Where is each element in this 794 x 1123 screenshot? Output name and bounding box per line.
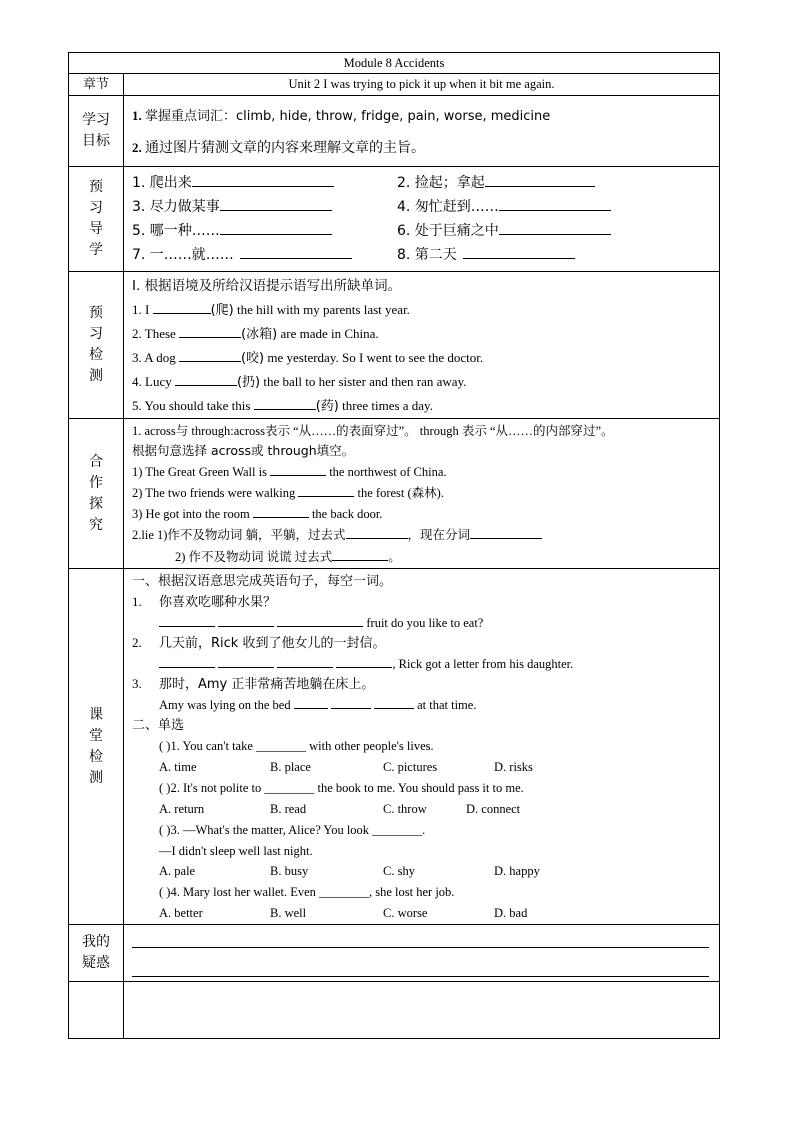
question-chinese: 几天前，Rick 收到了他女儿的一封信。	[159, 636, 386, 651]
answer-blank[interactable]	[253, 503, 309, 518]
question-text: the hill with my parents last year.	[233, 302, 410, 317]
preview-guide-content	[124, 167, 720, 272]
mc-option[interactable]: D. connect	[466, 802, 521, 816]
mc-stem: ( )1. You can't take ________ with other people's lives.	[159, 739, 434, 753]
lie-question	[132, 546, 719, 568]
cooperation-content	[124, 419, 720, 569]
fill-question	[132, 482, 719, 503]
preview-check-instruction: Ⅰ. 根据语境及所给汉语提示语写出所缺单词。	[132, 278, 402, 294]
objective-number: 1.	[132, 108, 142, 123]
doubts-label-cell	[69, 925, 124, 982]
class-check-label-char: 检	[89, 748, 103, 765]
question-text: 1. I	[132, 302, 153, 317]
class-check-label-char: 堂	[89, 727, 103, 744]
mc-option[interactable]: A. return	[159, 802, 205, 816]
question-hint: (扔)	[236, 375, 261, 390]
lie-question	[132, 524, 719, 546]
mc-option[interactable]: B. place	[270, 760, 311, 774]
preview-check-label-char: 检	[89, 347, 103, 363]
question-text: ，现在分词	[407, 528, 471, 542]
question-text: 4. Lucy	[132, 374, 175, 389]
question-number: 2.	[132, 635, 142, 650]
mc-option[interactable]: B. well	[270, 906, 307, 920]
across-through-instruction: 根据句意选择 across或 through填空。	[132, 443, 355, 458]
question-text: 3. A dog	[132, 350, 179, 365]
translation-question	[132, 592, 719, 612]
doubts-content[interactable]	[124, 925, 720, 982]
preview-check-label-char: 习	[89, 326, 103, 342]
answer-blank[interactable]	[220, 220, 332, 235]
answer-blank[interactable]	[294, 694, 328, 709]
multiple-choice-list	[132, 736, 719, 924]
answer-blank[interactable]	[463, 244, 575, 259]
question-hint: (冰箱)	[241, 327, 278, 342]
answer-blank[interactable]	[240, 244, 352, 259]
empty-content-cell[interactable]	[124, 982, 720, 1039]
mc-dialogue: —I didn't sleep well last night.	[159, 844, 313, 858]
fill-question	[132, 322, 719, 346]
question-text: the forest (森林).	[354, 486, 444, 500]
fill-question	[132, 370, 719, 394]
question-text: at that time.	[413, 698, 477, 712]
unit-title: Unit 2 I was trying to pick it up when it bit me again.	[288, 77, 555, 91]
doubts-label-line: 我的	[82, 934, 110, 950]
question-text: the back door.	[308, 507, 383, 521]
question-text: fruit do you like to eat?	[363, 616, 484, 630]
vocab-prompt: 4. 匆忙赶到……	[397, 199, 499, 215]
objectives-label-line: 学习	[82, 112, 110, 128]
question-text: the ball to her sister and then ran away.	[260, 374, 467, 389]
class-check-label-char: 课	[89, 706, 103, 723]
question-text: three times a day.	[338, 398, 433, 413]
question-number: 1.	[132, 594, 142, 609]
question-hint: (咬)	[240, 351, 265, 366]
answer-blank[interactable]	[346, 524, 408, 539]
objectives-label-cell	[69, 96, 124, 167]
cooperation-label-cell	[69, 419, 124, 569]
fill-question	[132, 298, 719, 322]
answer-blank[interactable]	[499, 196, 611, 211]
answer-blank[interactable]	[336, 653, 392, 668]
mc-stem: ( )4. Mary lost her wallet. Even ________, she lost her job.	[159, 885, 455, 899]
question-text: , Rick got a letter from his daughter.	[392, 657, 574, 671]
answer-blank[interactable]	[220, 196, 332, 211]
mc-options	[159, 861, 719, 882]
mc-option[interactable]: A. better	[159, 906, 203, 920]
translation-answer-line	[132, 694, 719, 715]
vocab-prompt: 5. 哪一种……	[132, 223, 220, 239]
answer-blank[interactable]	[218, 612, 274, 627]
answer-blank[interactable]	[332, 546, 388, 561]
mc-stem: ( )2. It's not polite to ________ the book to me. You should pass it to me.	[159, 781, 524, 795]
class-check-content	[124, 569, 720, 925]
mc-option[interactable]: D. happy	[494, 864, 540, 878]
question-text: 1) The Great Green Wall is	[132, 465, 271, 479]
mc-options	[159, 799, 719, 820]
vocab-prompt: 3. 尽力做某事	[132, 199, 220, 215]
answer-blank[interactable]	[159, 653, 215, 668]
answer-blank[interactable]	[374, 694, 414, 709]
mc-option[interactable]: D. risks	[494, 760, 533, 774]
module-title: Module 8 Accidents	[343, 55, 445, 70]
section-label: 章节	[82, 76, 109, 92]
objectives-content	[124, 96, 720, 167]
answer-blank[interactable]	[298, 482, 354, 497]
preview-check-label-cell	[69, 272, 124, 419]
answer-blank[interactable]	[254, 395, 316, 410]
answer-blank[interactable]	[153, 299, 211, 314]
writing-line[interactable]	[132, 948, 709, 977]
question-text: the northwest of China.	[326, 465, 447, 479]
question-chinese: 你喜欢吃哪种水果？	[159, 595, 277, 610]
vocab-prompt: 8. 第二天	[397, 247, 457, 263]
question-hint: (药)	[315, 399, 339, 414]
question-text: 3) He got into the room	[132, 507, 253, 521]
answer-blank[interactable]	[179, 347, 241, 362]
answer-blank[interactable]	[470, 524, 542, 539]
answer-blank[interactable]	[277, 653, 333, 668]
mc-option[interactable]: A. pale	[159, 864, 196, 878]
vocab-prompt: 7. 一……就……	[132, 247, 234, 263]
fill-question	[132, 461, 719, 482]
mc-option[interactable]: D. bad	[494, 906, 528, 920]
part2-title: 二、单选	[132, 718, 185, 733]
class-check-label-cell	[69, 569, 124, 925]
mc-options	[159, 903, 719, 924]
objective-number: 2.	[132, 140, 142, 155]
part1-title: 一、根据汉语意思完成英语句子，每空一词。	[132, 574, 393, 589]
preview-guide-label-cell	[69, 167, 124, 272]
fill-question	[132, 346, 719, 370]
vocab-prompt: 1. 爬出来	[132, 175, 192, 191]
cooperation-label-char: 作	[89, 474, 103, 491]
translation-question	[132, 674, 719, 694]
mc-stem: ( )3. —What's the matter, Alice? You look ________.	[159, 823, 426, 837]
cooperation-label-char: 究	[89, 516, 103, 533]
answer-blank[interactable]	[270, 461, 326, 476]
translation-answer-line	[132, 653, 719, 674]
answer-blank[interactable]	[179, 323, 241, 338]
mc-option[interactable]: C. shy	[383, 864, 415, 878]
question-text: are made in China.	[277, 326, 379, 341]
question-text: 2. These	[132, 326, 180, 341]
vocab-prompt: 2. 捡起；拿起	[397, 175, 485, 191]
preview-check-label-char: 测	[89, 368, 103, 384]
preview-check-content	[124, 272, 720, 419]
mc-option[interactable]: C. pictures	[383, 760, 438, 774]
mc-option[interactable]: B. busy	[270, 864, 309, 878]
writing-line[interactable]	[132, 925, 709, 948]
preview-guide-label-char: 导	[89, 221, 103, 237]
question-text: 5. You should take this	[132, 398, 254, 413]
doubts-label-line: 疑惑	[82, 955, 110, 971]
cooperation-label-char: 合	[89, 453, 103, 470]
question-number: 3.	[132, 676, 142, 691]
mc-option[interactable]: A. time	[159, 760, 197, 774]
preview-check-label-char: 预	[89, 305, 103, 321]
answer-blank[interactable]	[331, 694, 371, 709]
empty-label-cell	[69, 982, 124, 1039]
objectives-label-line: 目标	[82, 133, 110, 149]
objective-text: 掌握重点词汇：climb, hide, throw, fridge, pain, worse, medicine	[145, 109, 551, 124]
section-label-cell	[69, 74, 124, 96]
question-text: 2) The two friends were walking	[132, 486, 299, 500]
cooperation-label-char: 探	[89, 495, 103, 512]
question-text: 2.lie 1)作不及物动词 躺，平躺，过去式	[132, 528, 346, 542]
worksheet-table	[68, 52, 720, 1039]
module-title-cell	[69, 53, 720, 74]
fill-question	[132, 394, 719, 418]
question-chinese: 那时，Amy 正非常痛苦地躺在床上。	[159, 677, 375, 692]
answer-blank[interactable]	[192, 172, 334, 187]
mc-options	[159, 757, 719, 778]
answer-blank[interactable]	[277, 612, 363, 627]
question-hint: (爬)	[210, 303, 234, 318]
question-text: Amy was lying on the bed	[159, 698, 294, 712]
mc-option[interactable]: C. worse	[383, 906, 428, 920]
answer-blank[interactable]	[159, 612, 215, 627]
answer-blank[interactable]	[218, 653, 274, 668]
vocab-prompt: 6. 处于巨痛之中	[397, 223, 499, 239]
translation-answer-line	[132, 612, 719, 633]
answer-blank[interactable]	[485, 172, 595, 187]
objective-text: 通过图片猜测文章的内容来理解文章的主旨。	[145, 140, 425, 156]
question-text: 2) 作不及物动词 说谎 过去式	[175, 550, 333, 564]
preview-guide-label-char: 预	[89, 179, 103, 195]
mc-option[interactable]: C. throw	[383, 802, 427, 816]
unit-title-cell	[124, 74, 720, 96]
fill-question	[132, 503, 719, 524]
across-through-explanation: 1. across与 through:across表示 “从……的表面穿过”。 through 表示 “从……的内部穿过”。	[132, 424, 614, 438]
answer-blank[interactable]	[175, 371, 237, 386]
question-text: 。	[388, 550, 401, 564]
class-check-label-char: 测	[89, 769, 103, 786]
preview-guide-label-char: 习	[89, 200, 103, 216]
translation-question	[132, 633, 719, 653]
question-text: me yesterday. So I went to see the doctor.	[264, 350, 484, 365]
preview-guide-label-char: 学	[89, 242, 103, 258]
mc-option[interactable]: B. read	[270, 802, 307, 816]
answer-blank[interactable]	[499, 220, 611, 235]
